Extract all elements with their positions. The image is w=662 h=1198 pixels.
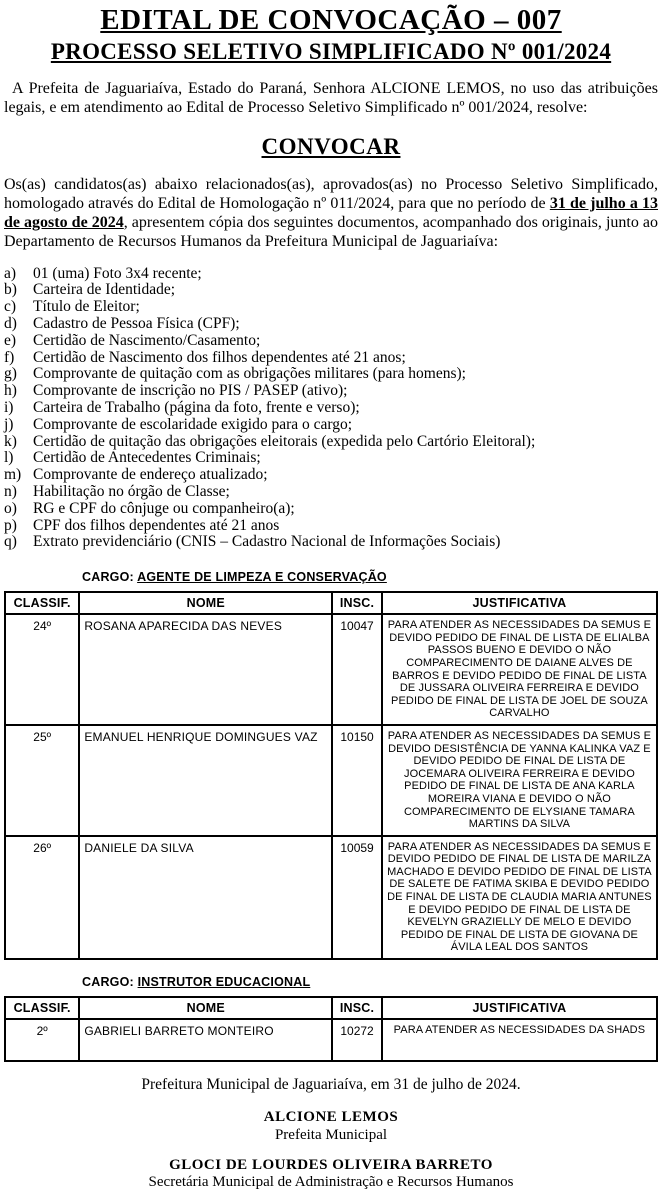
body-text-after: , apresentem cópia dos seguintes documentos, acompanhado dos originais, junto ao Departamento de Recursos Humanos da Prefeitura Municipal de Jaguariaíva: [4,214,659,251]
list-item-letter: h) [4,382,17,400]
list-item-letter: j) [4,415,14,433]
cell-classif: 25º [5,725,79,836]
cargo-label: CARGO: [82,975,134,990]
list-item [4,383,658,400]
cell-nome: DANIELE DA SILVA [79,836,332,959]
cargo-name: AGENTE DE LIMPEZA E CONSERVAÇÃO [137,570,387,585]
list-item-text: CPF dos filhos dependentes até 21 anos [33,516,280,534]
list-item-text: Certidão de quitação das obrigações eleitorais (expedida pelo Cartório Eleitoral); [33,432,536,450]
list-item [4,333,658,350]
list-item [4,534,658,551]
list-item [4,299,658,316]
list-item-letter: q) [4,533,17,551]
list-item-text: Título de Eleitor; [33,298,140,316]
list-item-text: Extrato previdenciário (CNIS – Cadastro Nacional de Informações Sociais) [33,533,501,551]
cargo-label: CARGO: [82,570,134,585]
signature-role: Prefeita Municipal [274,1126,388,1143]
list-item-letter: c) [4,298,17,316]
header-classif: CLASSIF. [5,997,79,1019]
table-row [5,836,657,959]
list-item-letter: l) [4,449,14,467]
list-item-text: Comprovante de escolaridade exigido para o cargo; [33,415,353,433]
cell-justificativa: PARA ATENDER AS NECESSIDADES DA SEMUS E DEVIDO PEDIDO DE FINAL DE LISTA DE MARILZA MACHADO E DEVIDO PEDIDO DE FINAL DE LISTA DE SALETE DE FATIMA SKIBA E DEVIDO PEDIDO DE FINAL DE LISTA DE CLAUDIA MARIA ANTUNES E DEVIDO PEDIDO DE FINAL DE LISTA DE KEVELYN GRAZIELLY DE MELO E DEVIDO PEDIDO DE FINAL DE LISTA DE GIOVANA DE ÁVILA LEAL DOS SANTOS [382,836,657,959]
doc-subtitle: PROCESSO SELETIVO SIMPLIFICADO Nº 001/2024 [50,39,612,65]
header-classif: CLASSIF. [5,592,79,614]
list-item-letter: d) [4,315,17,333]
list-item-text: Habilitação no órgão de Classe; [33,483,230,501]
body-text-before: Os(as) candidatos(as) abaixo relacionados(as), aprovados(as) no Processo Seletivo Simplificado, homologado através do Edital de Homologação nº 011/2024, para que no período de [4,175,658,213]
list-item [4,434,658,451]
list-item [4,282,658,299]
list-item-letter: m) [4,466,22,484]
header-justificativa: JUSTIFICATIVA [382,592,657,614]
cell-justificativa: PARA ATENDER AS NECESSIDADES DA SEMUS E DEVIDO PEDIDO DE FINAL DE LISTA DE ELIALBA PASSOS BUENO E DEVIDO O NÃO COMPARECIMENTO DE DAIANE ALVES DE BARROS E DEVIDO PEDIDO DE FINAL DE LISTA DE JUSSARA OLIVEIRA FERREIRA E DEVIDO PEDIDO DE FINAL DE LISTA DE JOEL DE SOUZA CARVALHO [382,614,657,725]
list-item-text: Certidão de Antecedentes Criminais; [33,449,261,467]
header-nome: NOME [79,997,332,1019]
list-item-letter: b) [4,281,17,299]
list-item-text: 01 (uma) Foto 3x4 recente; [33,264,202,282]
cell-insc: 10047 [332,614,382,725]
cell-insc: 10150 [332,725,382,836]
cargo-heading-instrutor [82,975,658,989]
list-item-letter: f) [4,348,15,366]
list-item-letter: o) [4,499,17,517]
cell-nome: EMANUEL HENRIQUE DOMINGUES VAZ [79,725,332,836]
signature-block-secretary [4,1157,658,1192]
date-line: Prefeitura Municipal de Jaguariaíva, em 31 de julho de 2024. [141,1076,521,1094]
list-item-text: Certidão de Nascimento/Casamento; [33,331,261,349]
list-item-text: Comprovante de quitação com as obrigações militares (para homens); [33,365,466,383]
list-item-letter: e) [4,331,17,349]
table-row [5,614,657,725]
convocar-heading: CONVOCAR [261,134,401,160]
list-item [4,501,658,518]
list-item-text: Carteira de Trabalho (página da foto, frente e verso); [33,399,360,417]
cell-insc: 10059 [332,836,382,959]
table-row [5,1019,657,1061]
cargo-table-agente-limpeza [4,591,658,960]
list-item-letter: n) [4,483,17,501]
list-item-letter: g) [4,365,17,383]
cell-justificativa: PARA ATENDER AS NECESSIDADES DA SHADS [382,1019,657,1061]
table-header-row [5,997,657,1019]
list-item-text: Cadastro de Pessoa Física (CPF); [33,315,240,333]
signature-name: ALCIONE LEMOS [263,1109,399,1126]
list-item-letter: p) [4,516,17,534]
cell-nome: ROSANA APARECIDA DAS NEVES [79,614,332,725]
list-item [4,266,658,283]
list-item-text: Comprovante de inscrição no PIS / PASEP (ativo); [33,382,348,400]
cell-nome: GABRIELI BARRETO MONTEIRO [79,1019,332,1061]
list-item [4,484,658,501]
cargo-table-instrutor [4,996,658,1062]
list-item [4,518,658,535]
convocation-period: 31 de julho a 13 de agosto de 2024 [4,195,659,232]
header-justificativa: JUSTIFICATIVA [382,997,657,1019]
cell-classif: 2º [5,1019,79,1061]
intro-paragraph: A Prefeita de Jaguariaíva, Estado do Paraná, Senhora ALCIONE LEMOS, no uso das atribuições legais, e em atendimento ao Edital de Processo Seletivo Simplificado nº 001/2024, resolve: [4,79,658,116]
list-item-text: RG e CPF do cônjuge ou companheiro(a); [33,499,295,517]
list-item-letter: a) [4,264,17,282]
required-documents-list [4,266,658,552]
table-row [5,725,657,836]
list-item [4,467,658,484]
table-header-row [5,592,657,614]
cargo-heading-agente-limpeza [82,570,658,584]
cargo-name: INSTRUTOR EDUCACIONAL [137,975,311,990]
list-item [4,366,658,383]
signature-block-mayor [4,1109,658,1144]
header-insc: INSC. [332,997,382,1019]
list-item-text: Carteira de Identidade; [33,281,176,299]
list-item [4,450,658,467]
list-item-text: Comprovante de endereço atualizado; [33,466,268,484]
cell-classif: 26º [5,836,79,959]
signature-name: GLOCI DE LOURDES OLIVEIRA BARRETO [169,1156,493,1173]
body-paragraph [4,175,658,252]
list-item [4,417,658,434]
header-insc: INSC. [332,592,382,614]
list-item [4,350,658,367]
cell-justificativa: PARA ATENDER AS NECESSIDADES DA SEMUS E DEVIDO DESISTÊNCIA DE YANNA KALINKA VAZ E DEVIDO PEDIDO DE FINAL DE LISTA DE JOCEMARA OLIVEIRA FERREIRA E DEVIDO PEDIDO DE FINAL DE LISTA DE ANA KARLA MOREIRA VIANA E DEVIDO O NÃO COMPARECIMENTO DE ELYSIANE TAMARA MARTINS DA SILVA [382,725,657,836]
list-item-letter: i) [4,399,14,417]
list-item-text: Certidão de Nascimento dos filhos dependentes até 21 anos; [33,348,406,366]
list-item [4,400,658,417]
list-item-letter: k) [4,432,17,450]
cell-classif: 24º [5,614,79,725]
list-item [4,316,658,333]
signature-role: Secretária Municipal de Administração e Recursos Humanos [148,1174,514,1191]
cell-insc: 10272 [332,1019,382,1061]
doc-title: EDITAL DE CONVOCAÇÃO – 007 [100,4,562,36]
header-nome: NOME [79,592,332,614]
